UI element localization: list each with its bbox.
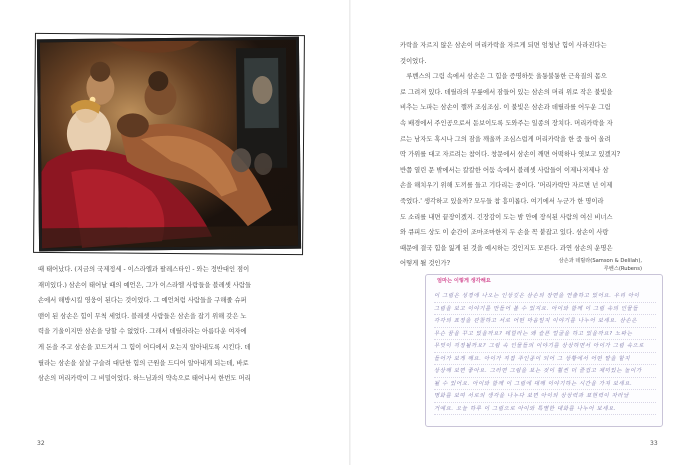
body-line: 어떻게 될 것인가?: [400, 260, 450, 268]
body-line: 죽었다.' 생각하고 있을까? 모두들 참 흥미롭다. 여기에서 누군가 한 명이라: [400, 197, 604, 205]
body-line: 력을 기울이지만 삼손을 당할 수 없었다. 그래서 데릴라라는 아름다운 여자에: [38, 328, 247, 336]
book-gutter: [349, 0, 351, 465]
handwritten-line: 들어가 보게 해요. 아이가 직접 주인공이 되어 그 상황에서 어떤 말을 할지: [434, 353, 656, 366]
body-line: 재미있다.) 삼손이 태어날 때의 예언은, 그가 이스라엘 사람들을 블레셋 사람들: [38, 281, 252, 289]
painting-samson-delilah: [37, 37, 301, 252]
body-line: 와 큐피드 상도 이 순간이 조마조마한지 두 손을 꼭 붙잡고 있다. 삼손이 사랑: [400, 229, 609, 237]
handwritten-line: 거예요. 오늘 하루 이 그림으로 아이와 특별한 대화를 나누어 보세요.: [434, 403, 656, 416]
body-line: 루벤스의 그림 속에서 삼손은 그 힘을 증명하듯 울퉁불퉁한 근육질의 몸으: [400, 73, 607, 81]
handwritten-line: 상상해 보면 좋아요. 그러면 그림을 보는 것이 훨씬 더 즐겁고 재미있는 놀이가: [434, 365, 656, 378]
body-line: 르는 남자도 혹시나 그의 잠을 깨울까 조심스럽게 머리카락을 한 줌 들어 올려: [400, 135, 611, 143]
handwritten-line: 무엇이 걱정될까요? 그림 속 인물들의 이야기를 상상하면서 아이가 그림 속으로: [434, 340, 656, 353]
handwritten-line: 무슨 꿈을 꾸고 있을까요? 데릴라는 왜 슬픈 얼굴을 하고 있을까요? 노파는: [434, 328, 656, 341]
body-line: 릴라는 삼손을 살살 구슬려 대단한 힘의 근원을 드디어 알아내게 되는데, 바로: [38, 359, 249, 367]
body-line: 카락을 자르지 않은 삼손이 머리카락을 자르게 되면 엄청난 힘이 사라진다는: [400, 42, 607, 49]
body-line: 게 돈을 주고 삼손을 꼬드겨서 그 힘이 어디에서 오는지 알아내도록 시킨다. 데: [38, 343, 251, 351]
body-line: 로 그려져 있다. 데릴라의 무릎에서 잠들어 있는 삼손의 머리 위로 작은 불빛을: [400, 88, 613, 96]
body-line: 속 배경에서 주인공으로서 돋보이도록 도와주는 일종의 장치다. 머리카락을 자: [400, 119, 613, 127]
handwritten-line: 명화를 보며 서로의 생각을 나누다 보면 아이의 상상력과 표현력이 자라날: [434, 390, 656, 403]
right-body-text: [400, 38, 620, 272]
body-line: 도 소리를 내면 끝장이겠지. 긴장감이 도는 밤 안에 장식된 사람의 여신 비너스: [400, 213, 613, 221]
body-line: 딱 가위를 대고 자르려는 참이다. 창문에서 삼손이 깨면 어떡하나 엿보고 있겠지?: [400, 151, 621, 159]
body-line: 때문에 결국 힘을 잃게 된 것을 예시하는 것인지도 모른다. 과연 삼손의 운명은: [400, 244, 613, 252]
body-line: 손을 해치우기 위해 도끼를 들고 기다리는 중이다. '머리카락만 자르면 넌 이제: [400, 182, 613, 190]
parent-note-handwriting: [434, 290, 656, 415]
body-line: 삼손의 머리카락이 그 비밀이었다. 하느님과의 약속으로 태어나서 한번도 머리: [38, 375, 251, 383]
handwritten-line: 각각의 표정을 관찰하고 서로 어떤 마음일지 이야기를 나누어 보세요. 삼손은: [434, 315, 656, 328]
handwritten-line: 이 그림은 성경에 나오는 인상깊은 삼손의 장면을 연출하고 있어요. 우리 아이: [434, 290, 656, 303]
handwritten-line: 될 수 있어요. 아이와 함께 이 그림에 대해 이야기하는 시간을 가져 보세요.: [434, 378, 656, 391]
parent-note-title: 엄마는 이렇게 생각해요: [437, 278, 491, 284]
caption-title: 삼손과 데릴라(Samson & Delilah),: [558, 258, 642, 264]
body-line: 반쯤 열린 문 밖에서는 칼칼한 어둠 속에서 블레셋 사람들이 이제나저제나 삼: [400, 166, 609, 174]
body-line: 것이었다.: [400, 57, 427, 65]
handwritten-line: 그림을 보고 이야기를 만들어 볼 수 있지요. 아이와 함께 이 그림 속의 인물들: [434, 303, 656, 316]
body-line: 때 태어났다. (지금의 국제정세 - 이스라엘과 팔레스타인 - 와는 정반대인 점이: [38, 266, 250, 273]
left-body-text: [38, 262, 251, 387]
page-number-right: 33: [650, 440, 658, 447]
caption-artist: 루벤스(Rubens): [603, 266, 642, 272]
painting-image: [40, 40, 298, 249]
body-line: 비추는 노파는 삼손이 깰까 조심조심. 이 불빛은 삼손과 데릴라를 어두운 그림: [400, 104, 611, 112]
body-line: 손에서 해방시킬 영웅이 된다는 것이었다. 그 예언처럼 사람들을 구해줄 슈퍼: [38, 297, 247, 305]
page-number-left: 32: [37, 440, 45, 447]
body-line: 맨이 된 삼손은 힘이 무척 세었다. 블레셋 사람들은 삼손을 잡기 위해 갖은 노: [38, 312, 247, 320]
